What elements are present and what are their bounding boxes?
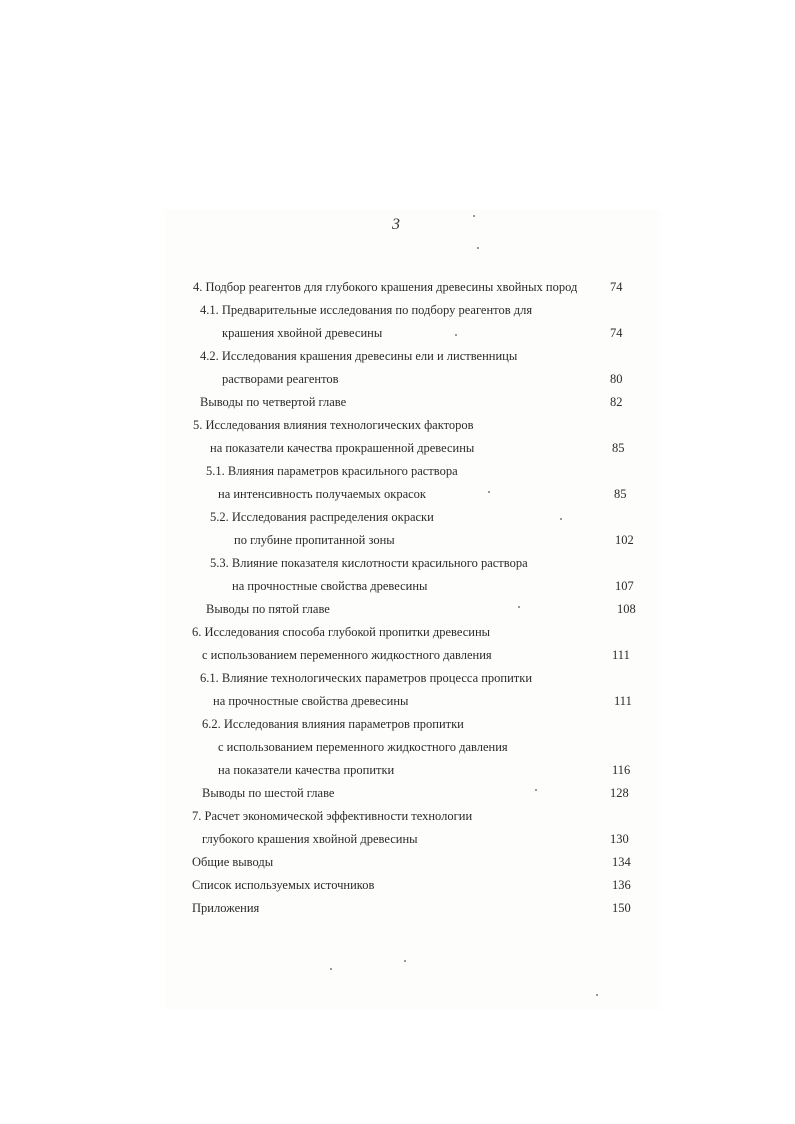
toc-entry-text: на интенсивность получаемых окрасок bbox=[218, 487, 426, 501]
toc-entry-page: 108 bbox=[617, 602, 636, 616]
scan-speck bbox=[488, 491, 490, 493]
scan-speck bbox=[518, 606, 520, 608]
scan-speck bbox=[455, 334, 457, 336]
scan-speck bbox=[596, 994, 598, 996]
toc-entry-text: на показатели качества пропитки bbox=[218, 763, 395, 777]
toc-entry-page: 80 bbox=[610, 372, 623, 386]
toc-entry-page: 116 bbox=[612, 763, 631, 777]
toc-entry-page: 85 bbox=[612, 441, 625, 455]
toc-entry-text: 5.3. Влияние показателя кислотности красильного раствора bbox=[210, 556, 528, 570]
toc-entry-text: Общие выводы bbox=[192, 855, 274, 869]
scan-speck bbox=[404, 960, 406, 962]
toc-entry-text: 4.2. Исследования крашения древесины ели и лиственницы bbox=[200, 349, 518, 363]
toc-entry-text: 5.1. Влияния параметров красильного раствора bbox=[206, 464, 458, 478]
toc-entry-page: 134 bbox=[612, 855, 631, 869]
toc-entry-text: глубокого крашения хвойной древесины bbox=[202, 832, 418, 846]
toc-entry-text: Приложения bbox=[192, 901, 260, 915]
toc-entry-text: 5.2. Исследования распределения окраски bbox=[210, 510, 434, 524]
toc-entry-page: 136 bbox=[612, 878, 631, 892]
toc-entry-page: 85 bbox=[614, 487, 627, 501]
scan-speck bbox=[535, 789, 537, 791]
toc-entry-page: 74 bbox=[610, 280, 623, 294]
toc-entry-text: растворами реагентов bbox=[222, 372, 339, 386]
toc-entry-page: 82 bbox=[610, 395, 623, 409]
toc-entry-text: 6. Исследования способа глубокой пропитки древесины bbox=[192, 625, 491, 639]
toc-entry-page: 128 bbox=[610, 786, 629, 800]
toc-entry-page: 130 bbox=[610, 832, 629, 846]
toc-entry-text: на показатели качества прокрашенной древесины bbox=[210, 441, 475, 455]
toc-entry-text: крашения хвойной древесины bbox=[222, 326, 383, 340]
toc-entry-text: Список используемых источников bbox=[192, 878, 375, 892]
toc-entry-text: 4. Подбор реагентов для глубокого крашения древесины хвойных пород bbox=[193, 280, 578, 294]
toc-entry-text: 7. Расчет экономической эффективности технологии bbox=[192, 809, 473, 823]
toc-entry-page: 111 bbox=[614, 694, 632, 708]
toc-entry-text: с использованием переменного жидкостного давления bbox=[202, 648, 492, 662]
toc-entry-text: Выводы по пятой главе bbox=[206, 602, 330, 616]
toc-entry-text: 6.2. Исследования влияния параметров пропитки bbox=[202, 717, 464, 731]
scan-speck bbox=[560, 518, 562, 520]
toc-entry-text: Выводы по четвертой главе bbox=[200, 395, 347, 409]
page-number: 3 bbox=[392, 216, 400, 233]
scan-speck bbox=[473, 215, 475, 217]
scan-speck bbox=[330, 968, 332, 970]
toc-entry-page: 74 bbox=[610, 326, 623, 340]
toc-entry-text: Выводы по шестой главе bbox=[202, 786, 335, 800]
toc-entry-text: по глубине пропитанной зоны bbox=[234, 533, 395, 547]
toc-entry-text: 6.1. Влияние технологических параметров процесса пропитки bbox=[200, 671, 533, 685]
toc-entry-text: на прочностные свойства древесины bbox=[213, 694, 409, 708]
toc-entry-page: 150 bbox=[612, 901, 631, 915]
toc-entry-text: с использованием переменного жидкостного давления bbox=[218, 740, 508, 754]
toc-entry-text: 5. Исследования влияния технологических факторов bbox=[193, 418, 474, 432]
toc-entry-text: на прочностные свойства древесины bbox=[232, 579, 428, 593]
toc-entry-page: 107 bbox=[615, 579, 634, 593]
toc-entry-page: 102 bbox=[615, 533, 634, 547]
toc-entry-page: 111 bbox=[612, 648, 630, 662]
toc-entry-text: 4.1. Предварительные исследования по подбору реагентов для bbox=[200, 303, 533, 317]
scan-speck bbox=[477, 247, 479, 249]
